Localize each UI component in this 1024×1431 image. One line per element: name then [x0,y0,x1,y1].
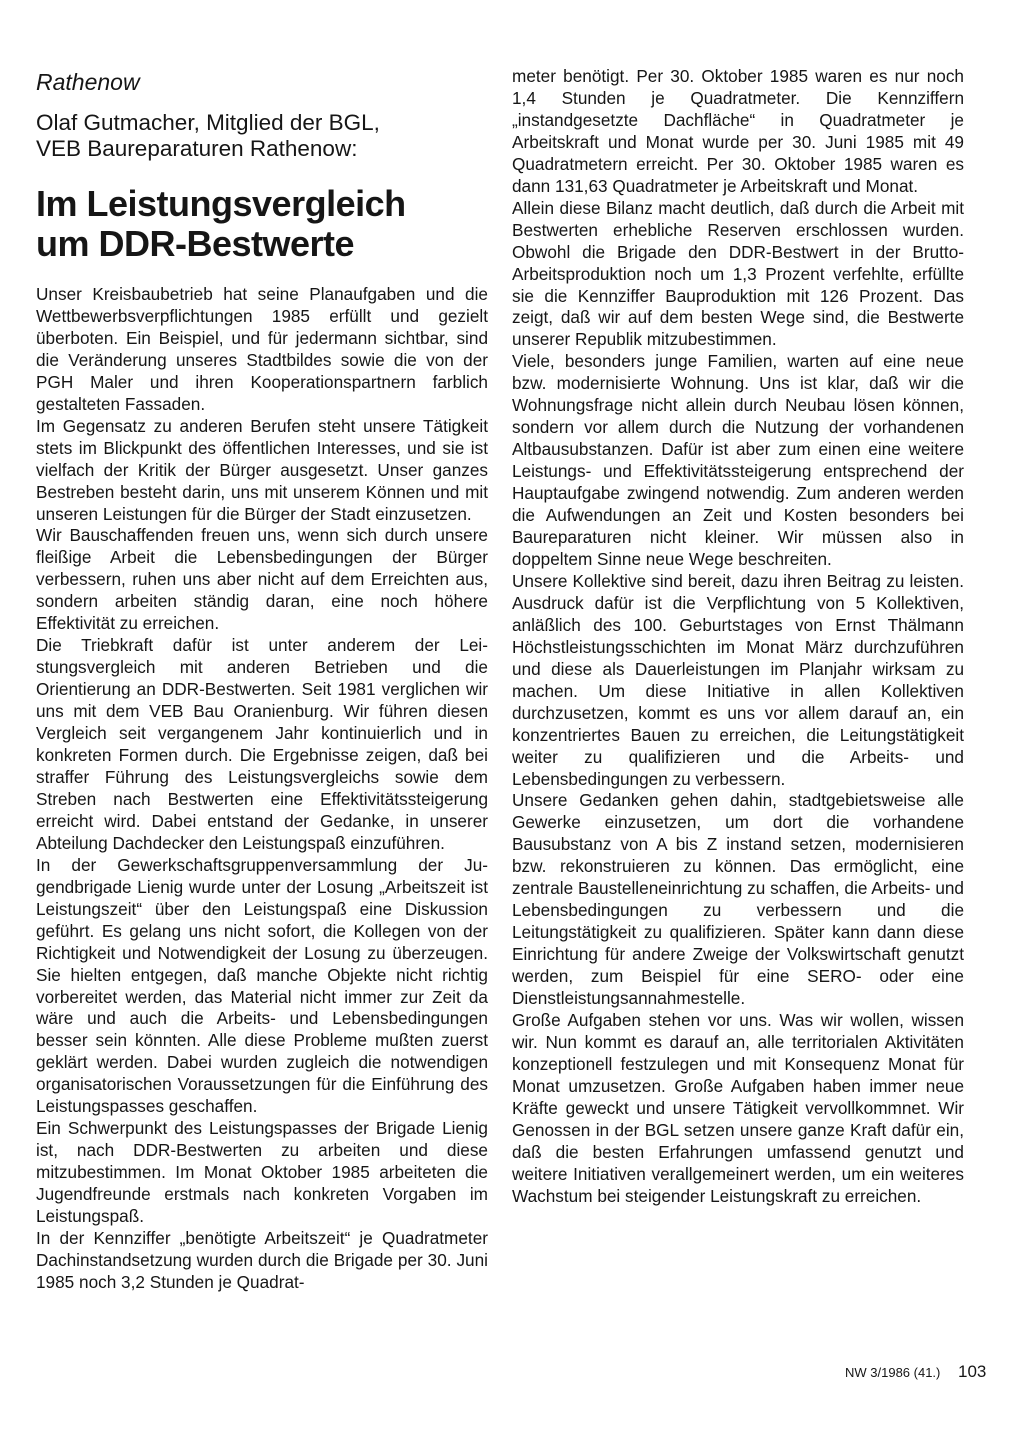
byline-line-name: Olaf Gutmacher, Mitglied der BGL, [36,110,380,135]
issue-reference: NW 3/1986 (41.) [845,1365,941,1380]
page-footer [845,1363,986,1382]
body-paragraph: In der Kennziffer „benötigte Arbeitszeit“ je Quadratmeter Dachinstandsetzung wurden durch die Brigade per 30. Juni 1985 noch 3,2 Stunden je Quadrat- [36,1227,488,1292]
byline-line-company: VEB Baureparaturen Rathenow: [36,136,358,161]
page-number: 103 [958,1362,987,1381]
body-paragraph: Im Gegensatz zu anderen Berufen steht unsere Tätigkeit stets im Blickpunkt des öffentlichen Interesses, und sie ist vielfach der Kritik der Bürger ausgesetzt. Unser ganzes Bestreben besteht darin, uns mit unserem Können und mit unseren Leistungen für die Bürger der Stadt einzusetzen. [36,415,488,524]
body-paragraph: Viele, besonders junge Familien, warten auf eine neue bzw. modernisierte Wohnung. Uns ist klar, daß wir die Wohnungsfrage nicht allein durch Neubau lösen können, sondern vor allem durch die Nutzung der vorhandenen Altbausubstanzen. Dafür ist aber zum einen eine weitere Leistungs- und Effektivitätssteigerung entsprechend der Hauptaufgabe zwingend notwendig. Zum anderen werden die Aufwendungen an Zeit und Kosten besonders bei Baureparaturen nicht kleiner. Wir müssen also in doppeltem Sinne neue Wege beschreiten. [512,351,964,569]
article-headline [36,184,406,264]
body-paragraph: Unsere Gedanken gehen dahin, stadtgebietsweise alle Gewerke einzusetzen, um dort die vorhandene Bausubstanz von A bis Z instand setzen, modernisieren bzw. rekonstruieren zu können. Das ermöglicht, eine zentrale Baustelleneinrichtung zu schaffen, die Arbeits- und Lebensbedingungen zu verbessern und die Leitungstätigkeit zu qualifizieren. Später kann dann diese Einrichtung für andere Zweige der Volkswirtschaft genutzt werden, zum Beispiel für eine SERO- oder eine Dienstleistungsannahmestelle. [512,790,964,1009]
body-paragraph: Die Triebkraft dafür ist unter anderem der Leistungsvergleich mit anderen Betrieben und die Orientierung an DDR-Bestwerten. Seit 1981 verglichen wir uns mit dem VEB Bau Oranienburg. Wir führen diesen Vergleich seit vergangenem Jahr kontinuierlich und in konkreten Formen durch. Die Ergebnisse zeigen, daß bei straffer Führung des Leistungsvergleichs sowie dem Streben nach Bestwerten eine Effektivitätssteigerung erreicht wird. Dabei entstand der Gedanke, in unserer Abteilung Dachdecker den Leistungspaß einzuführen. [36,635,488,853]
body-paragraph: Wir Bauschaffenden freuen uns, wenn sich durch unsere fleißige Arbeit die Lebensbedingungen der Bürger verbessern, ruhen uns aber nicht auf dem Erreichten aus, sondern arbeiten ständig daran, eine noch höhere Effektivität zu erreichen. [36,525,488,634]
body-paragraph: Allein diese Bilanz macht deutlich, daß durch die Arbeit mit Bestwerten erhebliche Reserven erschlossen wurden. Obwohl die Brigade den DDR-Bestwert in der Brutto-Arbeitsproduktion noch um 1,3 Prozent verfehlte, erfüllte sie die Kennziffer Bauproduktion mit 126 Prozent. Das zeigt, daß wir auf dem besten Wege sind, die Bestwerte unserer Republik mitzubestimmen. [512,197,964,350]
body-paragraph: Unsere Kollektive sind bereit, dazu ihren Beitrag zu leisten. Ausdruck dafür ist die Verpflichtung von 5 Kollektiven, anläßlich des 100. Geburtstages von Ernst Thälmann Höchstleistungsschichten im Monat März durchzuführen und diese als Dauerleistungen im Planjahr wirksam zu machen. Um diese Initiative in allen Kollektiven durchzusetzen, kommt es uns vor allem darauf an, ein konzentriertes Bauen zu erreichen, die Leitungstätigkeit weiter zu qualifizieren und die Arbeits- und Lebensbedingungen zu verbessern. [512,570,964,789]
right-column-body [512,66,964,1208]
article-byline [36,110,380,162]
headline-line-2: um DDR-Bestwerte [36,223,355,264]
body-paragraph: In der Gewerkschaftsgruppenversammlung der Jugendbrigade Lienig wurde unter der Losung „Arbeitszeit ist Leistungszeit“ über den Leistungspaß eine Diskussion geführt. Es gelang uns nicht sofort, die Kollegen von der Richtigkeit und Notwendigkeit der Losung zu überzeugen. Sie hielten entgegen, daß manche Objekte nicht richtig vorbereitet werden, das Material nicht immer zur Zeit da wäre und auch die Arbeits- und Lebensbedingungen besser sein könnten. Alle diese Probleme mußten zuerst geklärt werden. Dabei wurden zugleich die notwendigen organisatorischen Voraussetzungen für die Einführung des Leistungspasses geschaffen. [36,854,488,1117]
left-column-body [36,284,488,1294]
article-location: Rathenow [36,69,140,95]
body-paragraph: Unser Kreisbaubetrieb hat seine Planaufgaben und die Wettbewerbsverpflichtungen 1985 erfüllt und gezielt überboten. Ein Beispiel, und für jedermann sichtbar, sind die Veränderung unseres Stadtbildes sowie die von der PGH Maler und ihren Kooperationspartnern farblich gestalteten Fassaden. [36,284,488,414]
body-paragraph: meter benötigt. Per 30. Oktober 1985 waren es nur noch 1,4 Stunden je Quadratmeter. Die Kennziffern „instandgesetzte Dachfläche“ in Quadratmeter je Arbeitskraft und Monat wurde per 30. Juni 1985 mit 49 Quadratmetern erreicht. Per 30. Oktober 1985 waren es dann 131,63 Quadratmeter je Arbeitskraft und Monat. [512,66,964,196]
headline-line-1: Im Leistungsvergleich [36,183,406,224]
body-paragraph: Große Aufgaben stehen vor uns. Was wir wollen, wissen wir. Nun kommt es darauf an, alle territorialen Aktivitäten konzeptionell festzulegen und mit Konsequenz Monat für Monat umzusetzen. Große Aufgaben haben immer neue Kräfte geweckt und unsere Tätigkeit vervollkommnet. Wir Genossen in der BGL setzen unsere ganze Kraft dafür ein, daß die besten Erfahrungen umfassend genutzt und weitere Initiativen verallgemeinert werden, um ein weiteres Wachstum bei steigender Leistungskraft zu erreichen. [512,1009,964,1206]
body-paragraph: Ein Schwerpunkt des Leistungspasses der Brigade Lienig ist, nach DDR-Bestwerten zu arbeiten und diese mitzubestimmen. Im Monat Oktober 1985 arbeiteten die Jugendfreunde erstmals nach konkreten Vorgaben im Leistungspaß. [36,1118,488,1227]
